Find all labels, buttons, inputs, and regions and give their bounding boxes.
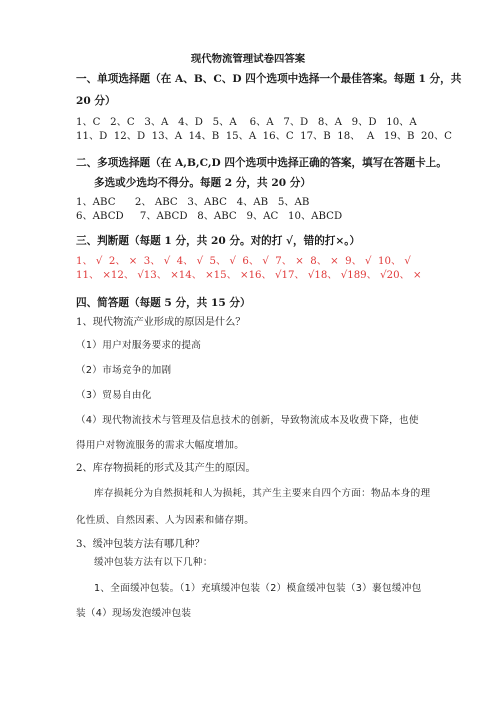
answer-text: 缓冲包装方法有以下几种： [94,557,213,568]
answer-line: 11、D 12、D 13、A 14、B 15、A 16、C 17、B 18、 A 19、B 20、C [76,131,452,142]
answer-text: 1、全面缓冲包装。（1）充填缓冲包装（2）模盒缓冲包装（3）裹包缓冲包 [94,583,422,594]
answer-text: （4）现代物流技术与管理及信息技术的创新，导致物流成本及收费下降，也使 [76,415,419,426]
answer-text: 化性质、自然因素、人为因素和储存期。 [76,515,255,526]
section-heading-cont: 多选或少选均不得分。每题 2 分，共 20 分） [94,177,311,189]
section-heading: 三、判断题（每题 1 分，共 20 分。对的打 √，错的打×。） [76,235,361,247]
document-title: 现代物流管理试卷四答案 [190,53,306,65]
answer-text: 库存损耗分为自然损耗和人为损耗，其产生主要来自四个方面：物品本身的理 [94,488,431,499]
answer-line: 6、ABCD 7、ABCD 8、ABC 9、AC 10、ABCD [76,211,343,222]
question-text: 3、缓冲包装方法有哪几种？ [76,539,205,550]
answer-text: 装（4）现场发泡缓冲包装 [76,608,192,619]
section-heading: 二、多项选择题（在 A,B,C,D 四个选项中选择正确的答案，填写在答题卡上。 [76,157,447,169]
question-text: 1、现代物流产业形成的原因是什么？ [76,317,246,328]
answer-text: 得用户对物流服务的需求大幅度增加。 [76,440,245,451]
answer-text: （1）用户对服务要求的提高 [76,340,202,351]
answer-line: 1、ABC 2、 ABC 3、ABC 4、AB 5、AB [76,197,310,208]
answer-line: 1、 √ 2、 × 3、 √ 4、 √ 5、 √ 6、 √ 7、 × 8、 × 9、 √ 10、 √ [76,256,411,267]
section-heading: 四、简答题（每题 5 分，共 15 分） [76,297,251,309]
question-text: 2、库存物损耗的形式及其产生的原因。 [76,463,256,474]
answer-line: 1、C 2、C 3、A 4、D 5、A 6、A 7、D 8、A 9、D 10、A [76,117,417,128]
answer-text: （2）市场竞争的加剧 [76,365,172,376]
answer-line: 11、 ×12、 √13、 ×14、 ×15、 ×16、 √17、 √18、 √189、 √20、 × [76,270,422,281]
section-heading-cont: 20 分） [76,95,116,107]
section-heading: 一、单项选择题（在 A、B、C、D 四个选项中选择一个最佳答案。每题 1 分，共 [76,73,462,85]
answer-text: （3）贸易自由化 [76,390,152,401]
